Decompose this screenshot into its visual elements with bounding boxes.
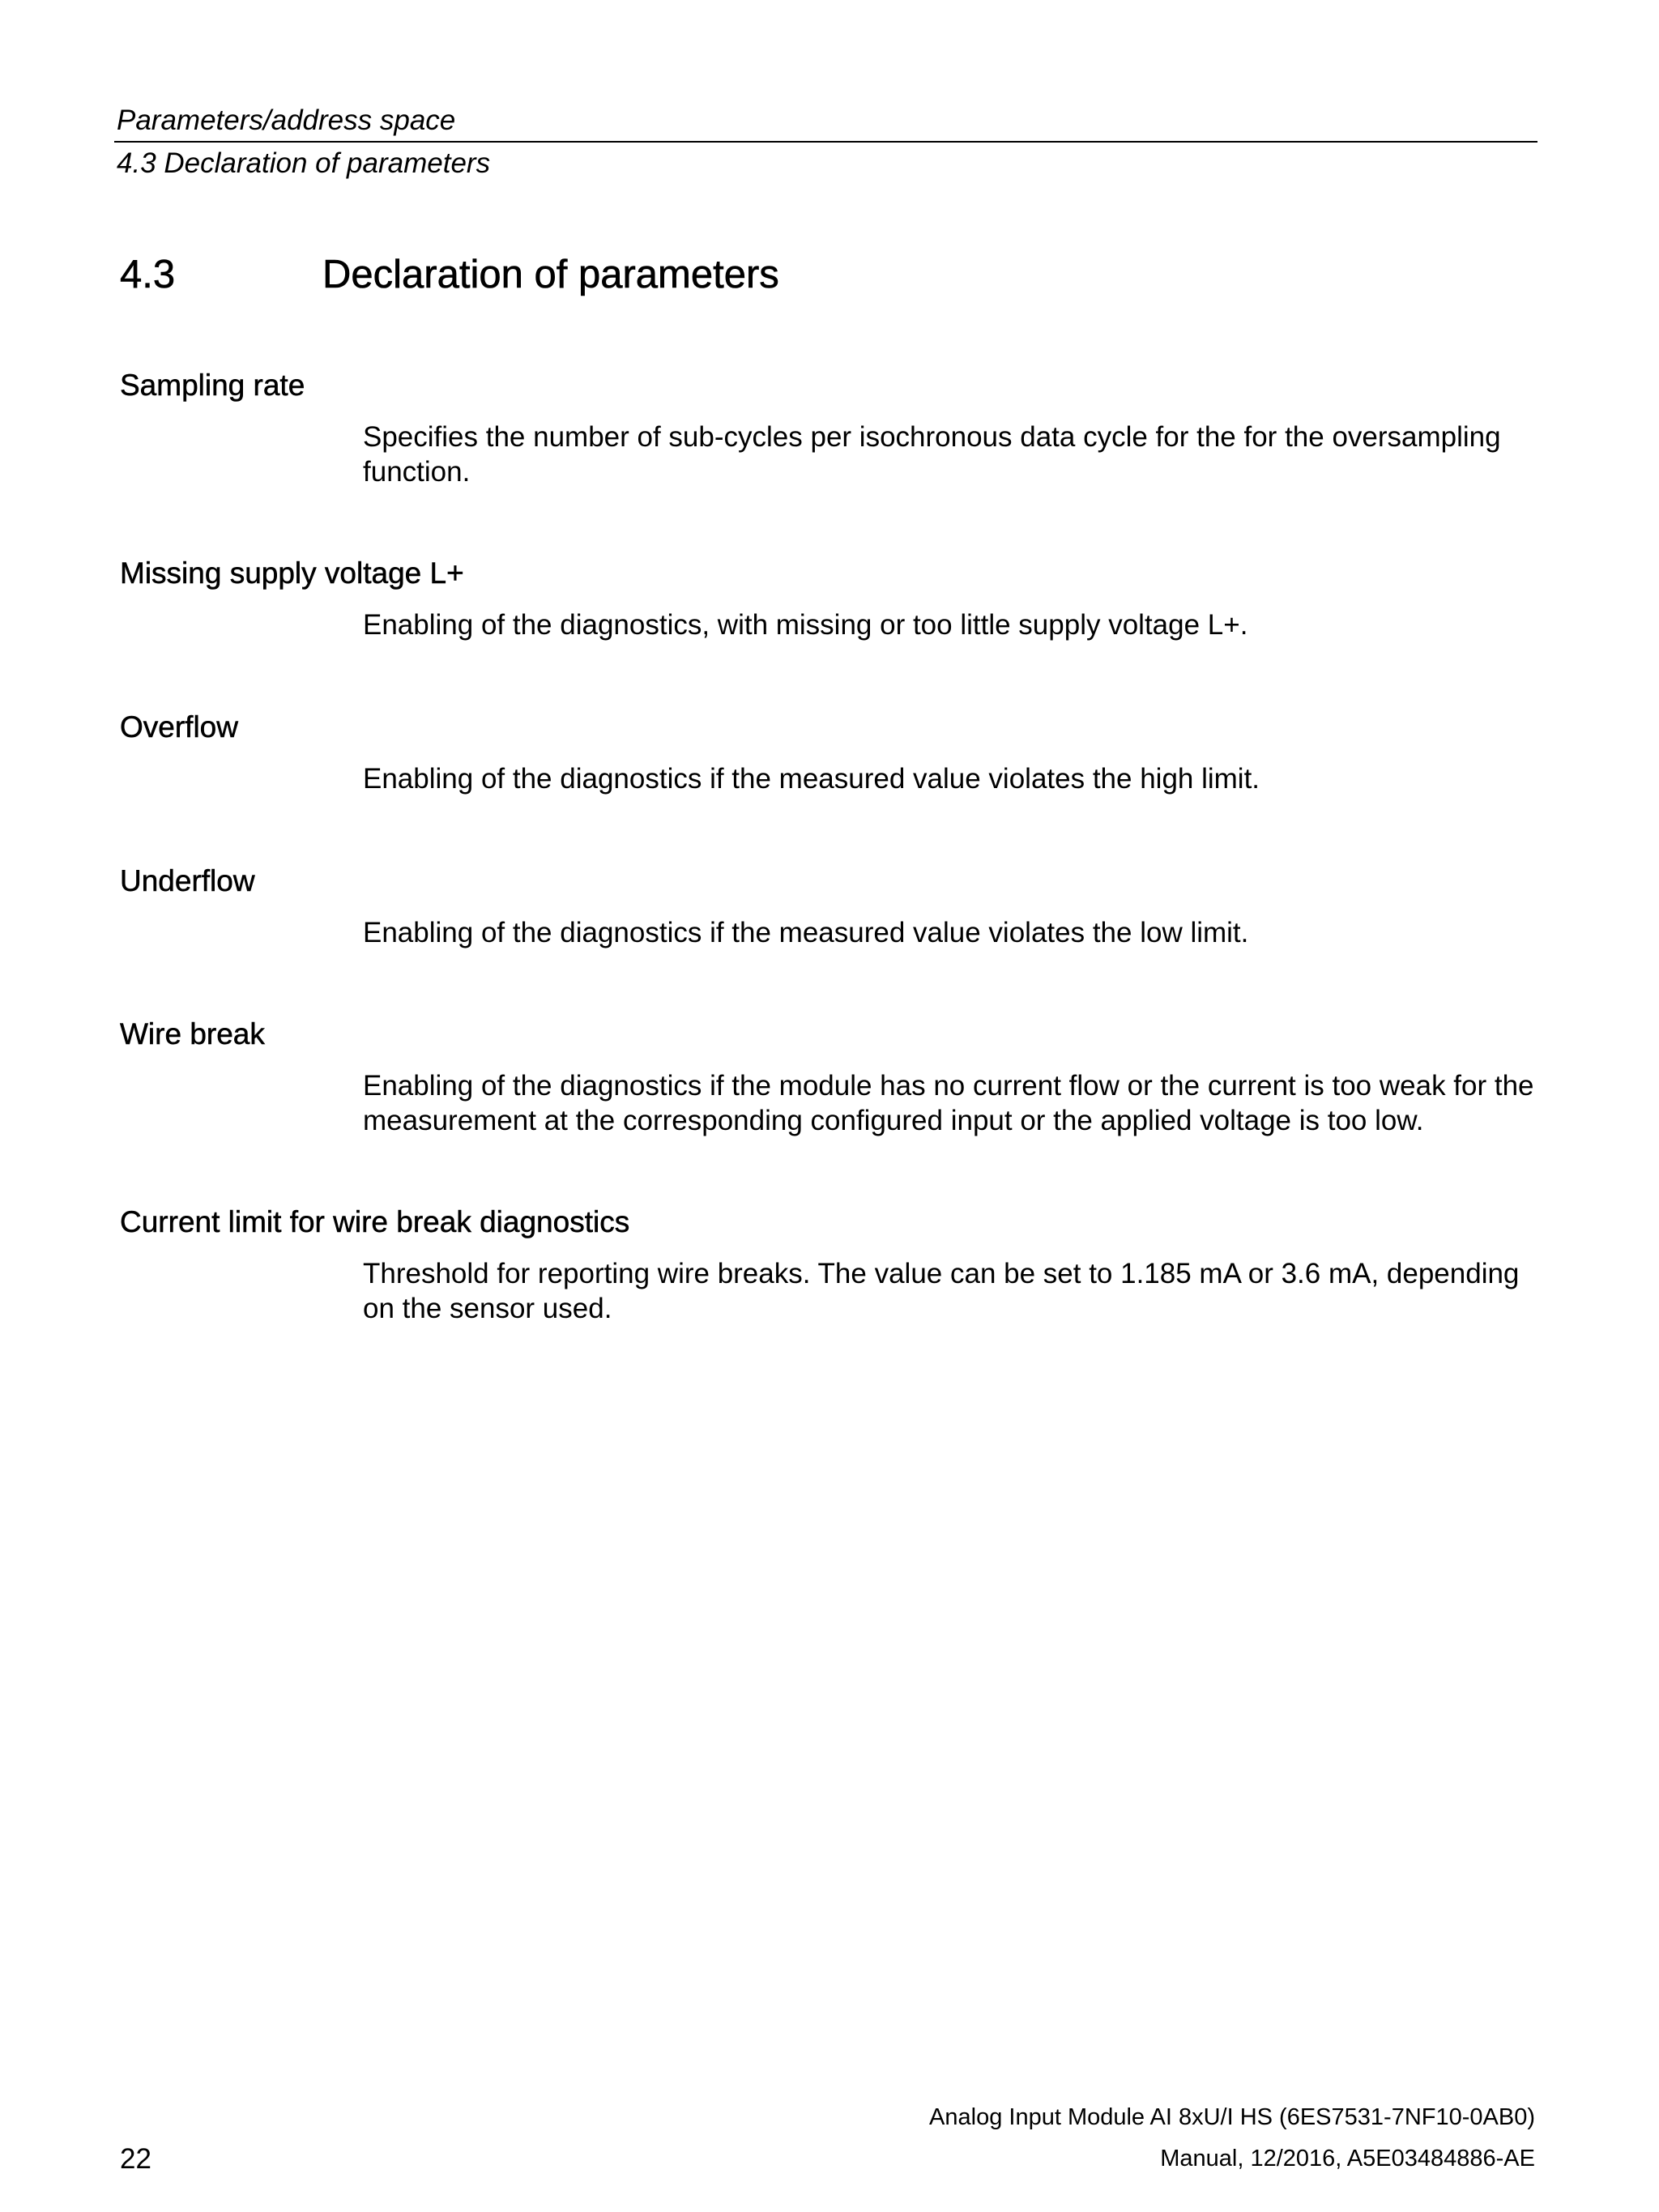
param-desc-sampling-rate: Specifies the number of sub-cycles per isochronous data cycle for the for the oversampling function.: [363, 421, 1501, 488]
param-desc-overflow: Enabling of the diagnostics if the measured value violates the high limit.: [363, 763, 1260, 795]
section-number: 4.3: [120, 253, 176, 296]
param-title-wire-break: Wire break: [120, 1017, 265, 1051]
param-title-underflow: Underflow: [120, 864, 255, 897]
header-section: 4.3 Declaration of parameters: [117, 147, 491, 179]
running-header: [117, 100, 1537, 184]
section-heading: [120, 246, 779, 303]
page-number: 22: [120, 2143, 151, 2175]
footer-document-title: Analog Input Module AI 8xU/I HS (6ES7531-7NF10-0AB0): [929, 2104, 1535, 2130]
footer-document-info: Manual, 12/2016, A5E03484886-AE: [1160, 2146, 1535, 2172]
footer-document: [929, 2097, 1535, 2180]
param-desc-missing-supply-voltage: Enabling of the diagnostics, with missing or too little supply voltage L+.: [363, 609, 1248, 641]
param-title-missing-supply-voltage: Missing supply voltage L+: [120, 556, 464, 590]
section-title: Declaration of parameters: [322, 253, 779, 296]
param-desc-current-limit: Threshold for reporting wire breaks. The value can be set to 1.185 mA or 3.6 mA, depending on the sensor used.: [363, 1258, 1520, 1324]
header-rule: [114, 141, 1537, 143]
param-title-sampling-rate: Sampling rate: [120, 369, 305, 402]
header-chapter: Parameters/address space: [117, 104, 456, 136]
param-desc-wire-break: Enabling of the diagnostics if the module has no current flow or the current is too weak for the measurement at the corresponding configured input or the applied voltage is too low.: [363, 1070, 1534, 1136]
param-desc-underflow: Enabling of the diagnostics if the measured value violates the low limit.: [363, 917, 1249, 948]
param-title-overflow: Overflow: [120, 710, 238, 744]
param-title-current-limit: Current limit for wire break diagnostics: [120, 1205, 630, 1238]
